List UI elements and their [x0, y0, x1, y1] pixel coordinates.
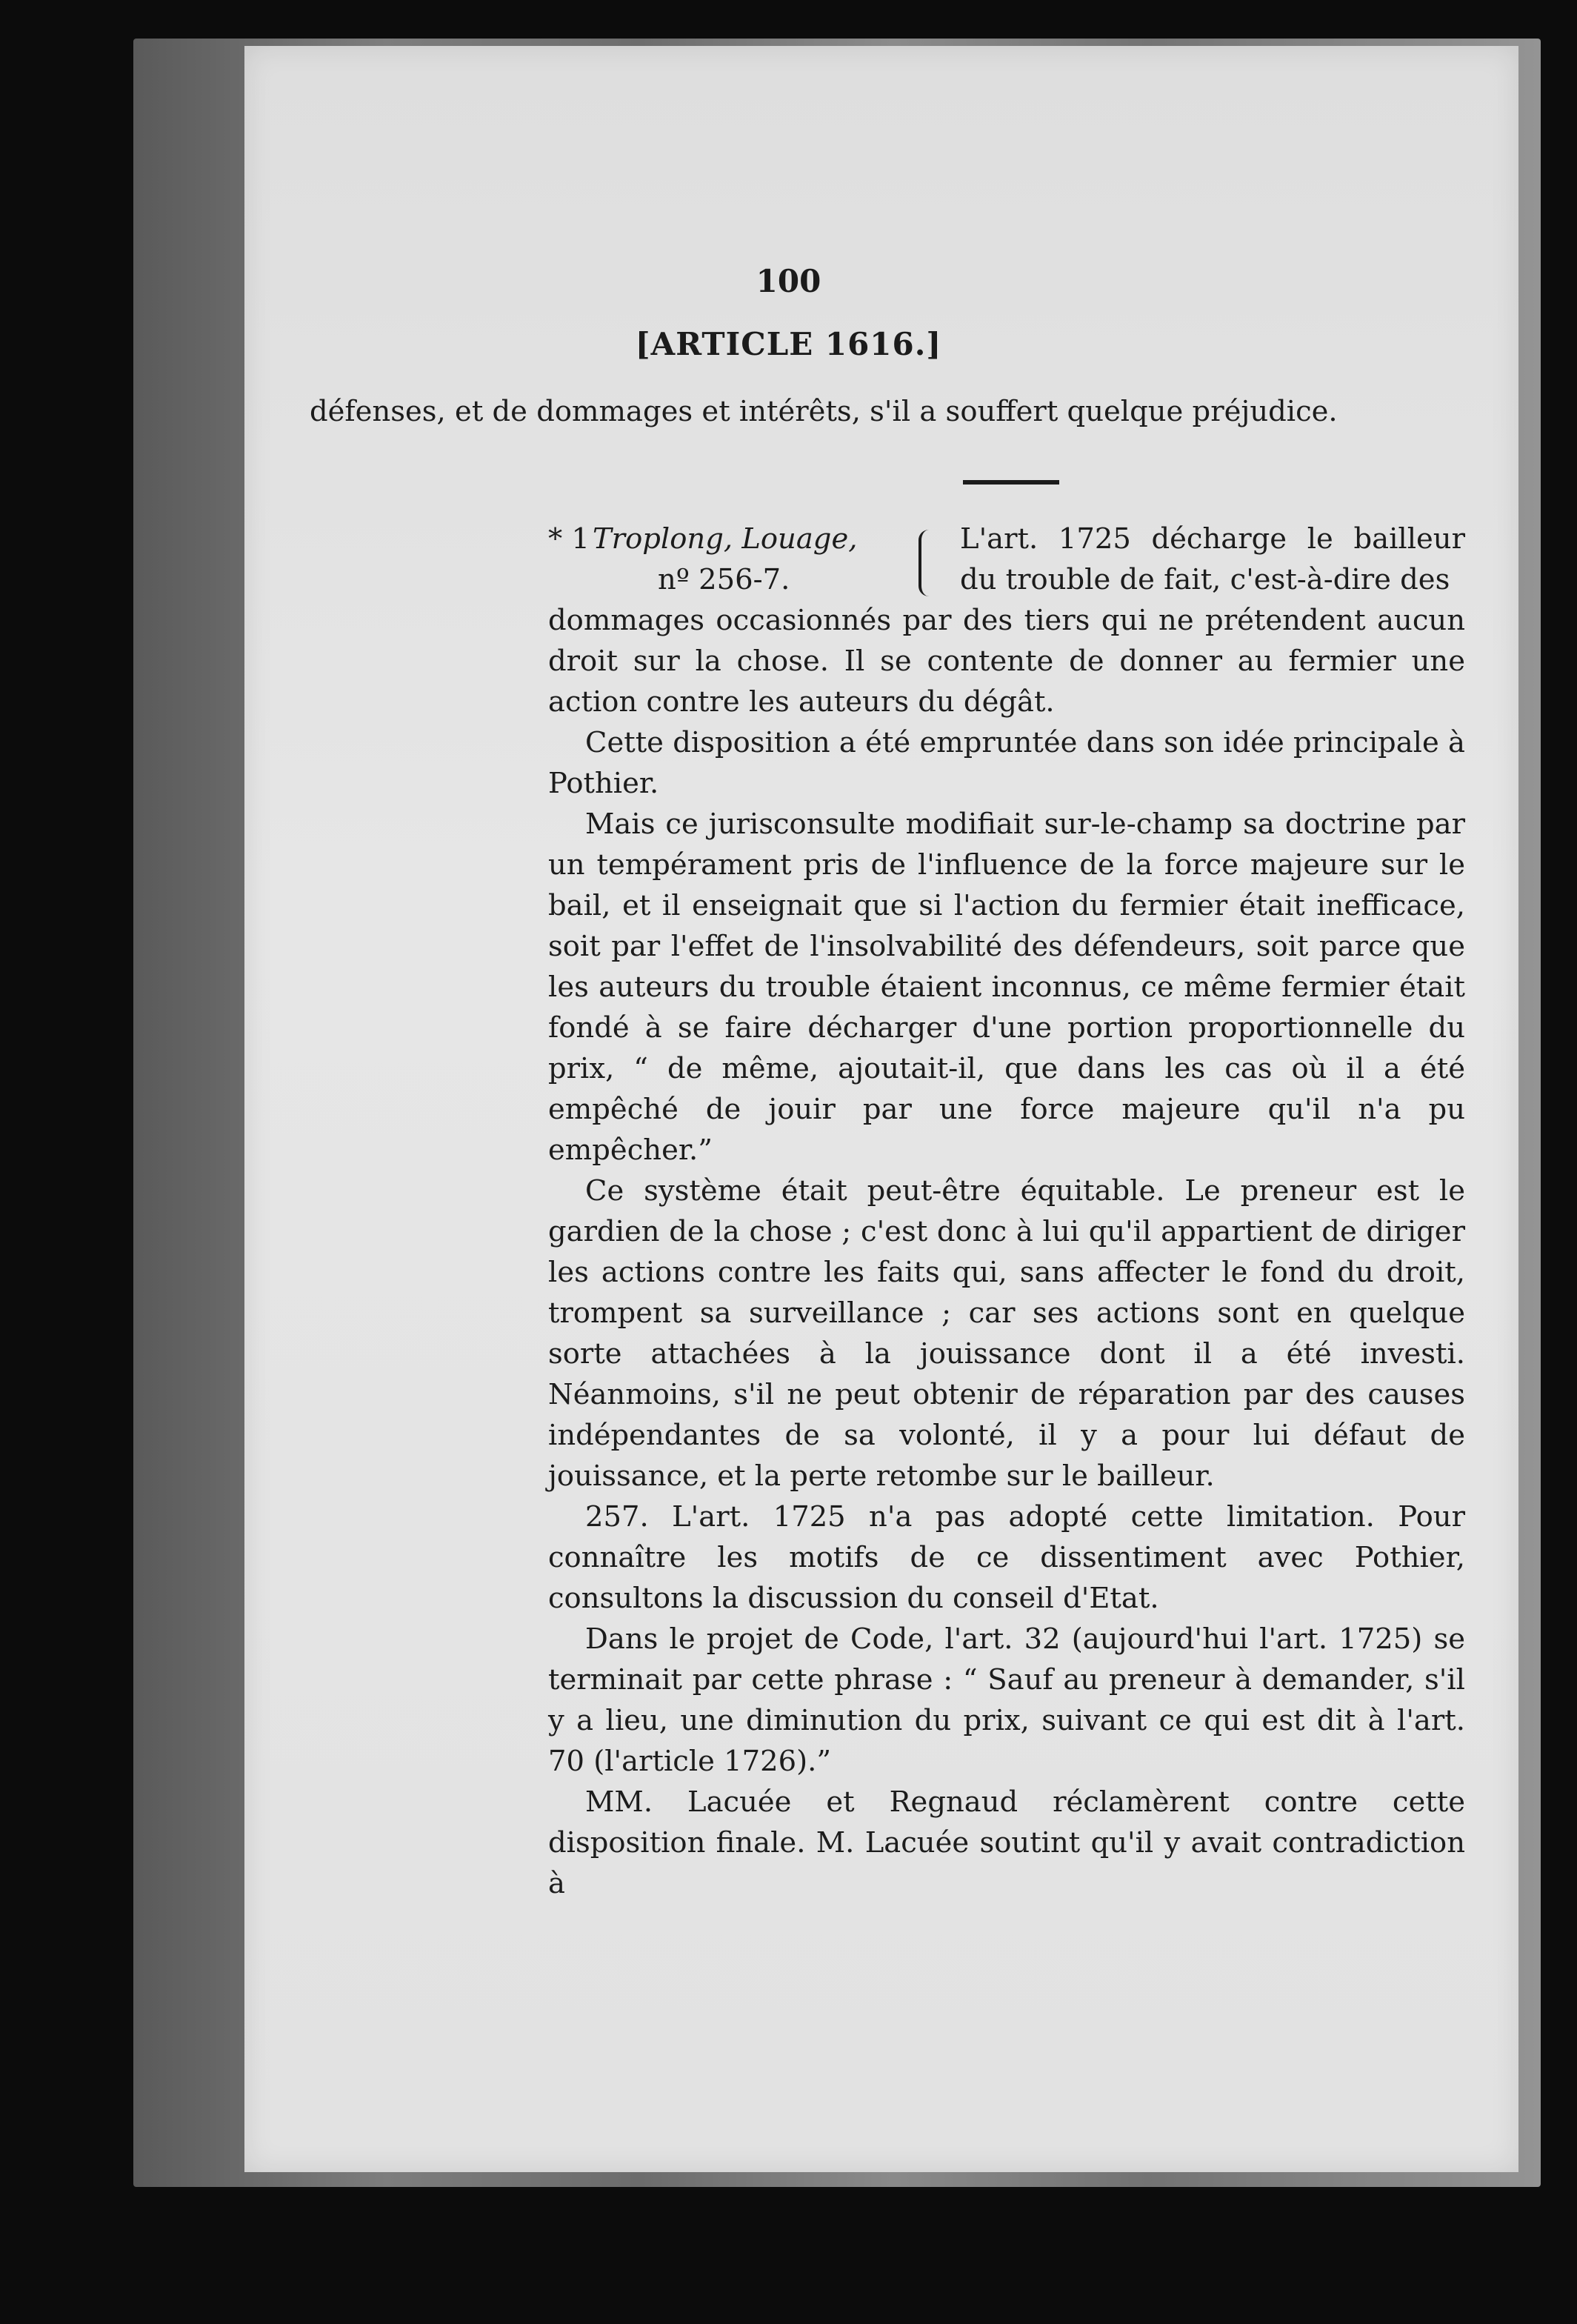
paragraph-7: MM. Lacuée et Regnaud réclamèrent contre cette disposition finale. M. Lacuée soutint qu'il y avait contradiction à — [548, 1785, 1465, 1900]
citation-source — [548, 519, 959, 604]
paragraph-3: Mais ce jurisconsulte modifiait sur-le-champ sa doctrine par un tempérament pris de l'influence de la force majeure sur le bail, et il enseignait que si l'action du fermier était inefficace, soit par l'effet de l'insolvabilité des défendeurs, soit parce que les auteurs du trouble étaient inconnus, ce même fermier était fondé à se faire décharger d'une portion proportionnelle du prix, “ de même, ajoutait-il, que dans les cas où il a été empêché de jouir par une force majeure qu'il n'a pu empêcher.” — [548, 808, 1465, 1167]
paragraph-6: Dans le projet de Code, l'art. 32 (aujourd'hui l'art. 1725) se terminait par cette phrase : “ Sauf au preneur à demander, s'il y a lieu, une diminution du prix, suivant ce qui est dit à l'art. 70 (l'article 1726).” — [548, 1622, 1465, 1778]
paragraph-4: Ce système était peut-être équitable. Le preneur est le gardien de la chose ; c'est donc à lui qu'il appartient de diriger les actions contre les faits qui, sans affecter le fond du droit, trompent sa surveillance ; car ses actions sont en quelque sorte attachées à la jouissance dont il a été investi. Néanmoins, s'il ne peut obtenir de réparation par des causes indépendantes de sa volonté, il y a pour lui défaut de jouissance, et la perte retombe sur le bailleur. — [548, 1174, 1465, 1493]
opening-paragraph: défenses, et de dommages et intérêts, s'il a souffert quelque préjudice. — [310, 395, 1338, 428]
citation-source-line-1: Troplong, Louage, — [593, 522, 858, 556]
running-head: [ARTICLE 1616.] — [635, 326, 942, 362]
citation-source-line-2: nº 256-7. — [658, 563, 790, 596]
citation-brace — [918, 530, 932, 596]
paragraph-5: 257. L'art. 1725 n'a pas adopté cette limitation. Pour connaître les motifs de ce dissentiment avec Pothier, consultons la discussion du conseil d'Etat. — [548, 1500, 1465, 1615]
paragraph-1: dommages occasionnés par des tiers qui ne prétendent aucun droit sur la chose. Il se contente de donner au fermier une action contre les auteurs du dégât. — [548, 604, 1465, 719]
main-text — [548, 600, 1465, 1904]
citation-marker: * 1 — [548, 522, 590, 556]
opening-text — [310, 391, 1465, 432]
section-rule — [963, 480, 1059, 485]
citation-text: L'art. 1725 décharge le bailleur du trouble de fait, c'est-à-dire des — [960, 522, 1465, 596]
page-number: 100 — [756, 263, 821, 299]
paragraph-2: Cette disposition a été empruntée dans son idée principale à Pothier. — [548, 726, 1465, 800]
